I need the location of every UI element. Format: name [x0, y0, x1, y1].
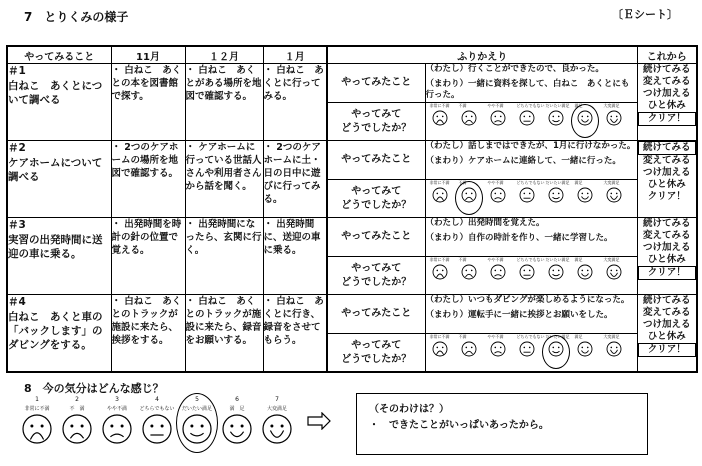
mood-number: 7	[275, 396, 279, 403]
header-nov: 11月	[111, 46, 185, 64]
mood-number: 2	[75, 396, 79, 403]
comment-me: （わたし）行くことができたので、良かった。	[425, 64, 604, 74]
face-label: 満足	[574, 257, 583, 262]
choice-4[interactable]: クリア！	[638, 112, 697, 126]
table-row	[7, 295, 697, 334]
face-label: 非常に不満	[429, 180, 450, 185]
face-label: だいたい満足	[545, 180, 570, 185]
face-label: 非常に不満	[429, 257, 450, 262]
face-label: だいたい満足	[545, 103, 570, 108]
did-label: やってみたこと	[327, 141, 425, 180]
mood-face-icon[interactable]	[22, 414, 52, 444]
task-number: ＃4	[8, 296, 26, 308]
face-icon[interactable]	[519, 264, 535, 280]
face-icon[interactable]	[432, 341, 448, 357]
face-label: だいたい満足	[545, 257, 570, 262]
next-choices	[637, 64, 697, 141]
task-text: 白ねこ あくと車の「バックします」のダビングをする。	[8, 311, 103, 351]
face-icon[interactable]	[461, 110, 477, 126]
nov-cell: ・ 2つのケアホームの場所を地図で確認する。	[111, 141, 185, 218]
face-label: 不満	[458, 180, 467, 185]
face-icon[interactable]	[490, 264, 506, 280]
mood-label: だいたい満足	[181, 406, 212, 412]
section-title: 7 とりくみの様子	[24, 10, 129, 24]
face-icon[interactable]	[606, 264, 622, 280]
next-choices	[637, 141, 697, 218]
face-icon[interactable]	[548, 187, 564, 203]
choice-1[interactable]: 変えてみる	[642, 230, 691, 241]
comment-others: （まわり）一緒に資料を探して、白ねこ あくとにも行った。	[425, 79, 630, 100]
comment-cell	[425, 141, 637, 180]
choice-0[interactable]: 続けてみる	[642, 218, 691, 229]
mood-face-icon[interactable]	[102, 414, 132, 444]
choice-1[interactable]: 変えてみる	[642, 155, 691, 166]
comment-cell	[425, 64, 637, 103]
selected-circle	[571, 104, 599, 138]
task-text: 実習の出発時間に送迎の車に乗る。	[8, 234, 103, 260]
comment-others: （まわり）ケアホームに連絡して、一緒に行った。	[425, 156, 621, 166]
comment-cell	[425, 295, 637, 334]
did-label: やってみたこと	[327, 218, 425, 257]
choice-3[interactable]: ひと休み	[647, 254, 686, 265]
face-label: どちらでもない	[516, 103, 545, 108]
sheet-label: 〔Ｅシート〕	[612, 8, 678, 21]
face-icon[interactable]	[519, 110, 535, 126]
face-icon[interactable]	[461, 341, 477, 357]
choice-3[interactable]: ひと休み	[647, 100, 686, 111]
face-icon[interactable]	[548, 264, 564, 280]
task-number: ＃3	[8, 219, 26, 231]
face-scale	[425, 334, 637, 373]
face-icon[interactable]	[490, 341, 506, 357]
comment-me: （わたし）いつもダビングが楽しめるようになった。	[425, 295, 630, 305]
mood-label: やや不満	[106, 406, 127, 412]
choice-4[interactable]: クリア！	[638, 343, 697, 357]
comment-me: （わたし）話しまではできたが、1月に行けなかった。	[425, 141, 636, 151]
mood-selected-circle	[176, 393, 218, 453]
face-label: やや不満	[487, 257, 504, 262]
choice-1[interactable]: 変えてみる	[642, 307, 691, 318]
nov-cell: ・ 白ねこ あくとの本を図書館で探す。	[111, 64, 185, 141]
choice-3[interactable]: ひと休み	[647, 179, 686, 190]
face-icon[interactable]	[577, 187, 593, 203]
choice-3[interactable]: ひと休み	[647, 331, 686, 342]
face-label: 不満	[458, 103, 467, 108]
face-icon[interactable]	[519, 341, 535, 357]
next-choices	[637, 218, 697, 295]
choice-0[interactable]: 続けてみる	[642, 295, 691, 306]
choice-1[interactable]: 変えてみる	[642, 76, 691, 87]
task-text: 白ねこ あくとについて調べる	[8, 80, 103, 106]
arrow-right-icon	[306, 412, 332, 430]
comment-me: （わたし）出発時間を覚えた。	[425, 218, 545, 228]
next-choices	[637, 295, 697, 373]
reason-text: ・ できたことがいっぱいあったから。	[369, 420, 549, 431]
face-label: 満足	[574, 180, 583, 185]
how-label: やってみて どうでしたか？	[327, 103, 425, 141]
face-label: 不満	[458, 334, 467, 339]
choice-0[interactable]: 続けてみる	[638, 141, 697, 155]
choice-0[interactable]: 続けてみる	[642, 64, 691, 75]
selected-circle	[542, 335, 570, 369]
header-task: やってみること	[7, 46, 111, 64]
task-text: ケアホームについて調べる	[8, 157, 103, 183]
mood-label: 大変満足	[266, 406, 287, 412]
face-icon[interactable]	[432, 264, 448, 280]
face-icon[interactable]	[490, 110, 506, 126]
header-next: これから	[637, 46, 697, 64]
face-label: やや不満	[487, 180, 504, 185]
choice-2[interactable]: つけ加える	[642, 88, 691, 99]
comment-others: （まわり）運転手に一緒に挨拶とお願いをした。	[425, 310, 613, 320]
reason-box	[356, 393, 648, 455]
task-cell	[7, 64, 111, 141]
how-label: やってみて どうでしたか？	[327, 257, 425, 295]
face-label: 大変満足	[603, 103, 620, 108]
header-jan: １月	[263, 46, 327, 64]
task-cell	[7, 295, 111, 373]
face-label: 満足	[574, 334, 583, 339]
face-label: どちらでもない	[516, 257, 545, 262]
reason-title: （そのわけは？）	[369, 404, 449, 415]
did-label: やってみたこと	[327, 295, 425, 334]
header-dec: １２月	[185, 46, 263, 64]
nov-cell: ・ 白ねこ あくとのトラックが施設に来たら、挨拶をする。	[111, 295, 185, 373]
face-label: だいたい満足	[545, 334, 570, 339]
face-label: 大変満足	[603, 257, 620, 262]
task-cell	[7, 218, 111, 295]
face-icon[interactable]	[548, 110, 564, 126]
nov-cell: ・ 出発時間を時計の針の位置で覚える。	[111, 218, 185, 295]
did-label: やってみたこと	[327, 64, 425, 103]
face-label: 不満	[458, 257, 467, 262]
table-row	[7, 64, 697, 103]
choice-2[interactable]: つけ加える	[642, 319, 691, 330]
face-icon[interactable]	[490, 187, 506, 203]
dec-cell: ・ 白ねこ あくとのトラックが施設に来たら、録音をお願いする。	[185, 295, 263, 373]
face-label: 非常に不満	[429, 103, 450, 108]
comment-others: （まわり）自作の時計を作り、一緒に学習した。	[425, 233, 613, 243]
face-label: やや不満	[487, 334, 504, 339]
face-scale	[425, 103, 637, 141]
mood-face-icon[interactable]	[142, 414, 172, 444]
face-icon[interactable]	[519, 187, 535, 203]
task-number: ＃1	[8, 65, 26, 77]
face-scale	[425, 180, 637, 218]
mood-face-icon[interactable]	[222, 414, 252, 444]
mood-face-icon[interactable]	[62, 414, 92, 444]
how-label: やってみて どうでしたか？	[327, 334, 425, 373]
choice-2[interactable]: つけ加える	[642, 167, 691, 178]
face-icon[interactable]	[577, 264, 593, 280]
face-label: 非常に不満	[429, 334, 450, 339]
how-label: やってみて どうでしたか？	[327, 180, 425, 218]
task-number: ＃2	[8, 142, 26, 154]
progress-table	[6, 45, 698, 373]
face-icon[interactable]	[606, 110, 622, 126]
face-scale	[425, 257, 637, 295]
table-row	[7, 141, 697, 180]
jan-cell: ・ 2つのケアホームに土・日の日中に遊びに行ってみる。	[263, 141, 327, 218]
face-icon[interactable]	[606, 341, 622, 357]
face-label: どちらでもない	[516, 334, 545, 339]
mood-label: 非常に不満	[24, 406, 50, 412]
mood-number: 6	[235, 396, 239, 403]
face-label: 大変満足	[603, 180, 620, 185]
mood-number: 1	[35, 396, 39, 403]
mood-face-icon[interactable]	[262, 414, 292, 444]
mood-number: 5	[195, 396, 199, 403]
face-icon[interactable]	[606, 187, 622, 203]
choice-4[interactable]: クリア！	[647, 191, 686, 202]
mood-label: 不 満	[69, 406, 85, 412]
table-row	[7, 218, 697, 257]
header-reflect: ふりかえり	[327, 46, 637, 64]
mood-title: 8 今の気分はどんな感じ？	[24, 382, 164, 395]
face-label: 大変満足	[603, 334, 620, 339]
face-icon[interactable]	[432, 187, 448, 203]
dec-cell: ・ 出発時間になったら、玄関に行く。	[185, 218, 263, 295]
mood-number: 3	[115, 396, 119, 403]
face-icon[interactable]	[432, 110, 448, 126]
jan-cell: ・ 白ねこ あくとに行き、録音をさせてもらう。	[263, 295, 327, 373]
dec-cell: ・ 白ねこ あくとがある場所を地図で確認する。	[185, 64, 263, 141]
mood-label: 満 足	[229, 406, 245, 412]
choice-4[interactable]: クリア！	[638, 266, 697, 280]
task-cell	[7, 141, 111, 218]
comment-cell	[425, 218, 637, 257]
face-icon[interactable]	[461, 264, 477, 280]
dec-cell: ・ ケアホームに行っている世話人さんや利用者さんから話を聞く。	[185, 141, 263, 218]
mood-label: どちらでもない	[139, 406, 175, 412]
mood-number: 4	[155, 396, 159, 403]
face-label: 満足	[574, 103, 583, 108]
face-label: どちらでもない	[516, 180, 545, 185]
selected-circle	[455, 181, 483, 215]
jan-cell: ・ 出発時間に、送迎の車に乗る。	[263, 218, 327, 295]
choice-2[interactable]: つけ加える	[642, 242, 691, 253]
face-label: やや不満	[487, 103, 504, 108]
jan-cell: ・ 白ねこ あくとに行ってみる。	[263, 64, 327, 141]
face-icon[interactable]	[577, 341, 593, 357]
